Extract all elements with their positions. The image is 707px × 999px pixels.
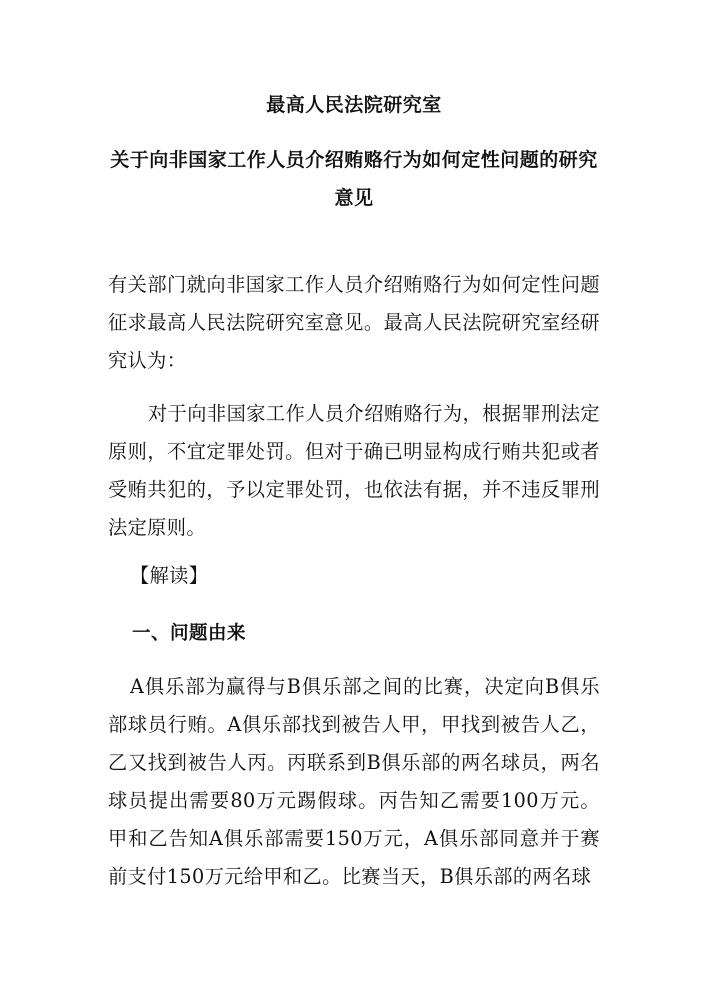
interpretation-label: 【解读】	[130, 564, 209, 587]
section-heading: 一、问题由来	[132, 623, 247, 644]
organization-title: 最高人民法院研究室	[266, 94, 442, 116]
case-paragraph: A俱乐部为赢得与B俱乐部之间的比赛，决定向B俱乐部球员行贿。A俱乐部找到被告人甲，甲找到被告人乙，乙又找到被告人丙。丙联系到B俱乐部的两名球员，两名球员提出需要80万元踢假球。丙告知乙需要100万元。甲和乙告知A俱乐部需要150万元，A俱乐部同意并于赛前支付150万元给甲和乙。比赛当天，B俱乐部的两名球	[108, 675, 600, 888]
opinion-paragraph: 对于向非国家工作人员介绍贿赂行为，根据罪刑法定原则，不宜定罪处罚。但对于确已明显构成行贿共犯或者受贿共犯的，予以定罪处罚，也依法有据，并不违反罪刑法定原则。	[108, 402, 600, 539]
intro-paragraph: 有关部门就向非国家工作人员介绍贿赂行为如何定性问题征求最高人民法院研究室意见。最高人民法院研究室经研究认为：	[108, 273, 600, 372]
document-title: 关于向非国家工作人员介绍贿赂行为如何定性问题的研究意见	[110, 149, 598, 209]
